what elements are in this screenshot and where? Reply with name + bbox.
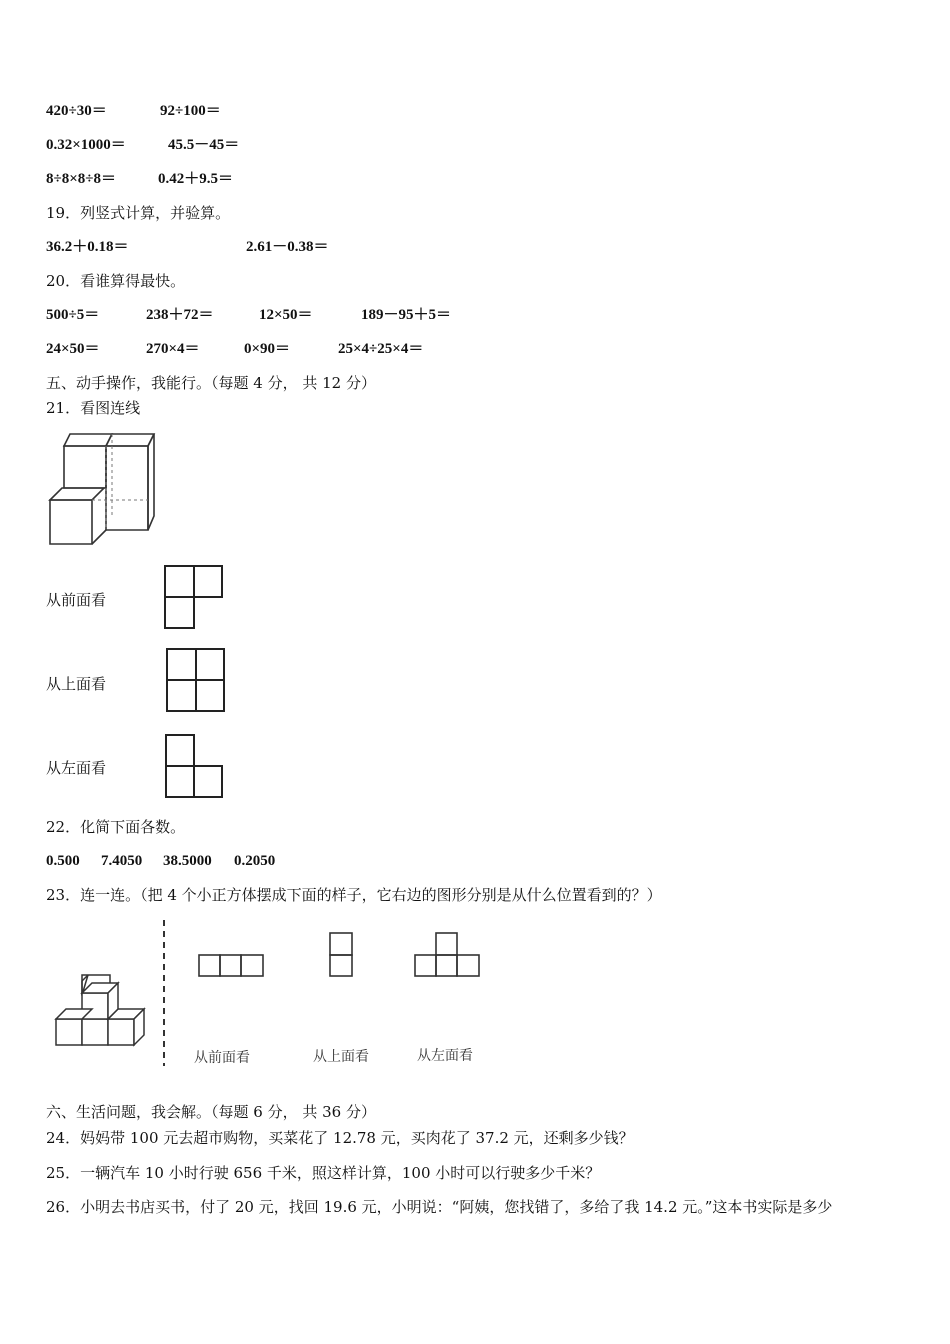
q21-view-left-shape (165, 734, 225, 798)
q24-text: 24．妈妈带 100 元去超市购物，买菜花了 12.78 元，买肉花了 37.2 元，还剩多少钱？ (46, 1129, 634, 1147)
q23-view-a-shape (198, 954, 266, 978)
calc-item: 8÷8×8÷8＝ (46, 171, 117, 187)
q23-cube-stack-figure (52, 975, 152, 1047)
q19-title: 19．列竖式计算，并验算。 (46, 204, 231, 222)
section-5-title: 五、动手操作，我能行。（每题 4 分， 共 12 分） (46, 374, 376, 392)
q22-title: 22．化简下面各数。 (46, 818, 186, 836)
q23-label-left: 从左面看 (417, 1048, 473, 1064)
calc-item: 92÷100＝ (160, 103, 221, 119)
calc-item: 45.5－45＝ (168, 137, 240, 153)
q20-title: 20．看谁算得最快。 (46, 272, 186, 290)
q23-label-front: 从前面看 (194, 1050, 250, 1066)
calc-item: 25×4÷25×4＝ (338, 341, 424, 357)
q21-solid-figure (46, 430, 158, 548)
calc-item: 2.61－0.38＝ (246, 239, 329, 255)
q23-label-top: 从上面看 (313, 1049, 369, 1065)
calc-item: 12×50＝ (259, 307, 313, 323)
number-item: 0.2050 (234, 853, 276, 869)
q25-text: 25．一辆汽车 10 小时行驶 656 千米，照这样计算，100 小时可以行驶多少千米？ (46, 1164, 601, 1182)
q21-view-top-label: 从上面看 (46, 675, 107, 693)
calc-item: 0.32×1000＝ (46, 137, 126, 153)
q21-view-top-shape (166, 648, 226, 712)
q26-text: 26．小明去书店买书，付了 20 元，找回 19.6 元，小明说：“阿姨，您找错了，多给了我 14.2 元。”这本书实际是多少 (46, 1198, 833, 1216)
calc-item: 238＋72＝ (146, 307, 214, 323)
q23-view-c-shape (414, 932, 482, 978)
q23-divider (160, 920, 168, 1068)
q21-title: 21．看图连线 (46, 399, 141, 417)
calc-item: 420÷30＝ (46, 103, 107, 119)
number-item: 0.500 (46, 853, 80, 869)
q23-view-b-shape (329, 932, 355, 978)
calc-item: 270×4＝ (146, 341, 200, 357)
calc-item: 0×90＝ (244, 341, 291, 357)
q21-view-left-label: 从左面看 (46, 759, 107, 777)
calc-item: 24×50＝ (46, 341, 100, 357)
q23-title: 23．连一连。（把 4 个小正方体摆成下面的样子，它右边的图形分别是从什么位置看到的？） (46, 886, 662, 904)
number-item: 38.5000 (163, 853, 212, 869)
calc-item: 36.2＋0.18＝ (46, 239, 129, 255)
q21-view-front-label: 从前面看 (46, 591, 107, 609)
section-6-title: 六、生活问题，我会解。（每题 6 分， 共 36 分） (46, 1103, 376, 1121)
q21-view-front-shape (164, 565, 224, 629)
calc-item: 500÷5＝ (46, 307, 100, 323)
number-item: 7.4050 (101, 853, 143, 869)
calc-item: 189－95＋5＝ (361, 307, 452, 323)
calc-item: 0.42＋9.5＝ (158, 171, 234, 187)
